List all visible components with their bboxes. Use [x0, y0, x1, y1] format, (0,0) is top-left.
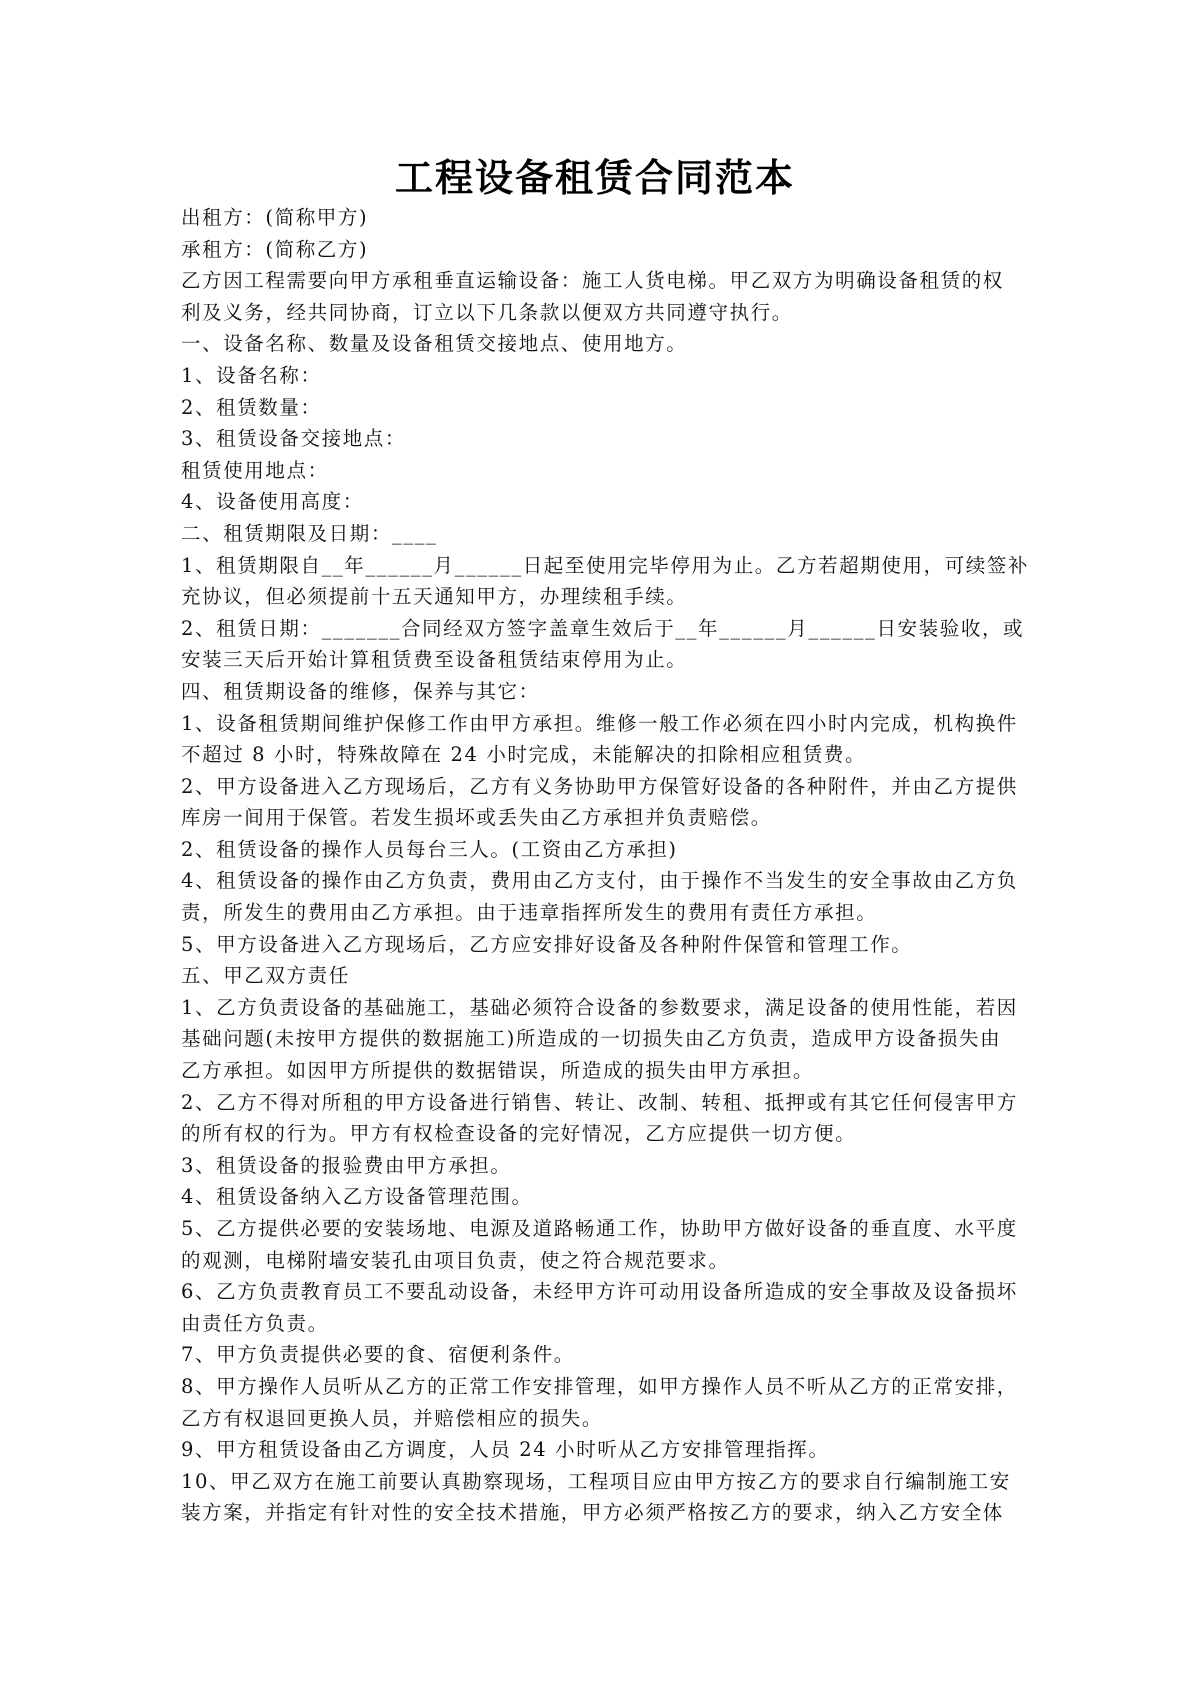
text-line: 不超过 8 小时，特殊故障在 24 小时完成，未能解决的扣除相应租赁费。	[181, 743, 867, 767]
text-line: 1、乙方负责设备的基础施工，基础必须符合设备的参数要求，满足设备的使用性能，若因	[181, 995, 1018, 1019]
text-line: 8、甲方操作人员听从乙方的正常工作安排管理，如甲方操作人员不听从乙方的正常安排，	[181, 1374, 1018, 1398]
text-line: 9、甲方租赁设备由乙方调度，人员 24 小时听从乙方安排管理指挥。	[181, 1438, 830, 1462]
document-title: 工程设备租赁合同范本	[394, 155, 795, 200]
text-line: 2、乙方不得对所租的甲方设备进行销售、转让、改制、转租、抵押或有其它任何侵害甲方	[181, 1090, 1018, 1114]
text-line: 2、租赁设备的操作人员每台三人。(工资由乙方承担)	[181, 837, 678, 861]
text-line: 承租方：(简称乙方)	[181, 237, 369, 261]
text-line: 利及义务，经共同协商，订立以下几条款以便双方共同遵守执行。	[181, 300, 793, 324]
document-body	[181, 202, 1030, 1529]
text-line: 充协议，但必须提前十五天通知甲方，办理续租手续。	[181, 585, 688, 609]
text-line: 1、设备租赁期间维护保修工作由甲方承担。维修一般工作必须在四小时内完成，机构换件	[181, 711, 1018, 735]
text-line: 的所有权的行为。甲方有权检查设备的完好情况，乙方应提供一切方便。	[181, 1122, 857, 1146]
text-line: 10、甲乙双方在施工前要认真勘察现场，工程项目应由甲方按乙方的要求自行编制施工安	[181, 1469, 1011, 1493]
text-line: 4、租赁设备纳入乙方设备管理范围。	[181, 1185, 533, 1209]
text-line: 7、甲方负责提供必要的食、宿便利条件。	[181, 1343, 575, 1367]
text-line: 安装三天后开始计算租赁费至设备租赁结束停用为止。	[181, 648, 688, 672]
text-line: 二、租赁期限及日期：____	[181, 521, 438, 545]
text-line: 1、租赁期限自__年______月______日起至使用完毕停用为止。乙方若超期使用，可续签补	[181, 553, 1030, 577]
text-line: 1、设备名称：	[181, 363, 322, 387]
text-line: 6、乙方负责教育员工不要乱动设备，未经甲方许可动用设备所造成的安全事故及设备损坏	[181, 1280, 1018, 1304]
text-line: 五、甲乙双方责任	[181, 964, 350, 988]
text-line: 4、租赁设备的操作由乙方负责，费用由乙方支付，由于操作不当发生的安全事故由乙方负	[181, 869, 1018, 893]
text-line: 出租方：(简称甲方)	[181, 206, 369, 229]
text-line: 租赁使用地点：	[181, 458, 329, 482]
text-line: 3、租赁设备交接地点：	[181, 427, 407, 451]
text-line: 的观测，电梯附墙安装孔由项目负责，使之符合规范要求。	[181, 1248, 730, 1272]
text-line: 库房一间用于保管。若发生损坏或丢失由乙方承担并负责赔偿。	[181, 806, 772, 830]
text-line: 2、甲方设备进入乙方现场后，乙方有义务协助甲方保管好设备的各种附件，并由乙方提供	[181, 774, 1018, 798]
text-line: 乙方承担。如因甲方所提供的数据错误，所造成的损失由甲方承担。	[181, 1059, 815, 1083]
text-line: 责，所发生的费用由乙方承担。由于违章指挥所发生的费用有责任方承担。	[181, 901, 878, 925]
text-line: 4、设备使用高度：	[181, 490, 364, 514]
text-line: 5、甲方设备进入乙方现场后，乙方应安排好设备及各种附件保管和管理工作。	[181, 932, 913, 956]
text-line: 装方案，并指定有针对性的安全技术措施，甲方必须严格按乙方的要求，纳入乙方安全体	[181, 1501, 1004, 1525]
text-line: 四、租赁期设备的维修，保养与其它：	[181, 679, 540, 703]
text-line: 由责任方负责。	[181, 1311, 329, 1335]
text-line: 一、设备名称、数量及设备租赁交接地点、使用地方。	[181, 332, 688, 356]
text-line: 5、乙方提供必要的安装场地、电源及道路畅通工作，协助甲方做好设备的垂直度、水平度	[181, 1217, 1018, 1240]
text-line: 2、租赁日期：_______合同经双方签字盖章生效后于__年______月______日安装验收，或	[181, 616, 1025, 640]
text-line: 基础问题(未按甲方提供的数据施工)所造成的一切损失由乙方负责，造成甲方设备损失由	[181, 1027, 1002, 1051]
text-line: 乙方有权退回更换人员，并赔偿相应的损失。	[181, 1406, 604, 1430]
text-line: 3、租赁设备的报验费由甲方承担。	[181, 1153, 512, 1177]
text-line: 2、租赁数量：	[181, 395, 322, 419]
text-line: 乙方因工程需要向甲方承租垂直运输设备：施工人货电梯。甲乙双方为明确设备租赁的权	[181, 269, 1004, 293]
